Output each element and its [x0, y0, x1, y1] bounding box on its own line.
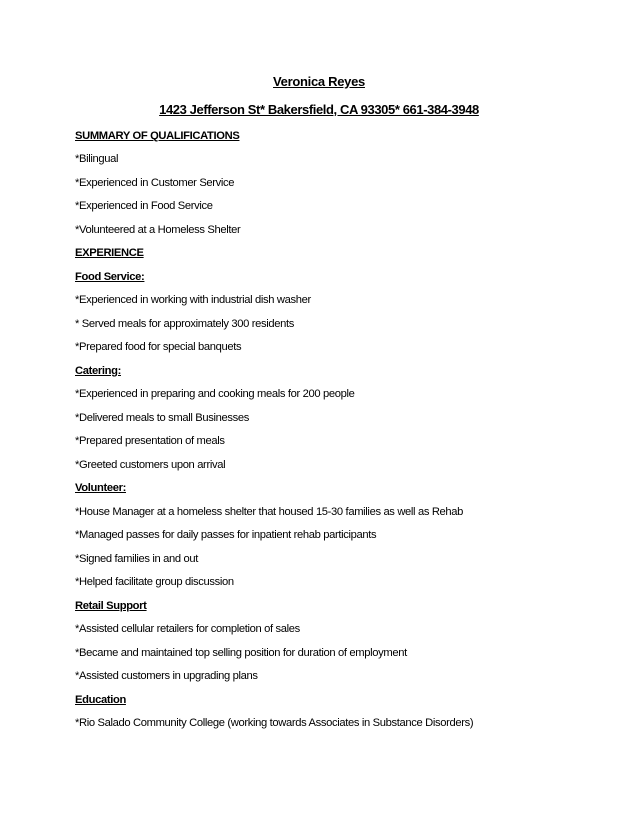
food-service-item: *Prepared food for special banquets [75, 341, 242, 353]
food-service-item: * Served meals for approximately 300 residents [75, 318, 294, 330]
volunteer-item: *House Manager at a homeless shelter that housed 15-30 families as well as Rehab [75, 506, 464, 518]
summary-item: *Volunteered at a Homeless Shelter [75, 224, 241, 236]
education-item: *Rio Salado Community College (working towards Associates in Substance Disorders) [75, 717, 474, 729]
food-service-item: *Experienced in working with industrial dish washer [75, 294, 311, 306]
catering-item: *Experienced in preparing and cooking meals for 200 people [75, 388, 355, 400]
summary-item: *Experienced in Food Service [75, 200, 213, 212]
summary-heading: SUMMARY OF QUALIFICATIONS [75, 130, 240, 142]
retail-item: *Became and maintained top selling position for duration of employment [75, 647, 407, 659]
volunteer-item: *Helped facilitate group discussion [75, 576, 234, 588]
retail-item: *Assisted cellular retailers for completion of sales [75, 623, 300, 635]
catering-heading: Catering: [75, 365, 121, 377]
volunteer-item: *Managed passes for daily passes for inpatient rehab participants [75, 529, 377, 541]
volunteer-item: *Signed families in and out [75, 553, 199, 565]
contact-line: 1423 Jefferson St* Bakersfield, CA 93305* 661-384-3948 [159, 102, 479, 117]
retail-heading: Retail Support [75, 600, 147, 612]
summary-item: *Bilingual [75, 153, 119, 165]
catering-item: *Prepared presentation of meals [75, 435, 225, 447]
experience-heading: EXPERIENCE [75, 247, 144, 259]
catering-item: *Greeted customers upon arrival [75, 459, 226, 471]
food-service-heading: Food Service: [75, 271, 145, 283]
resume-name: Veronica Reyes [273, 74, 365, 89]
catering-item: *Delivered meals to small Businesses [75, 412, 249, 424]
retail-item: *Assisted customers in upgrading plans [75, 670, 258, 682]
education-heading: Education [75, 694, 126, 706]
summary-item: *Experienced in Customer Service [75, 177, 235, 189]
volunteer-heading: Volunteer: [75, 482, 126, 494]
